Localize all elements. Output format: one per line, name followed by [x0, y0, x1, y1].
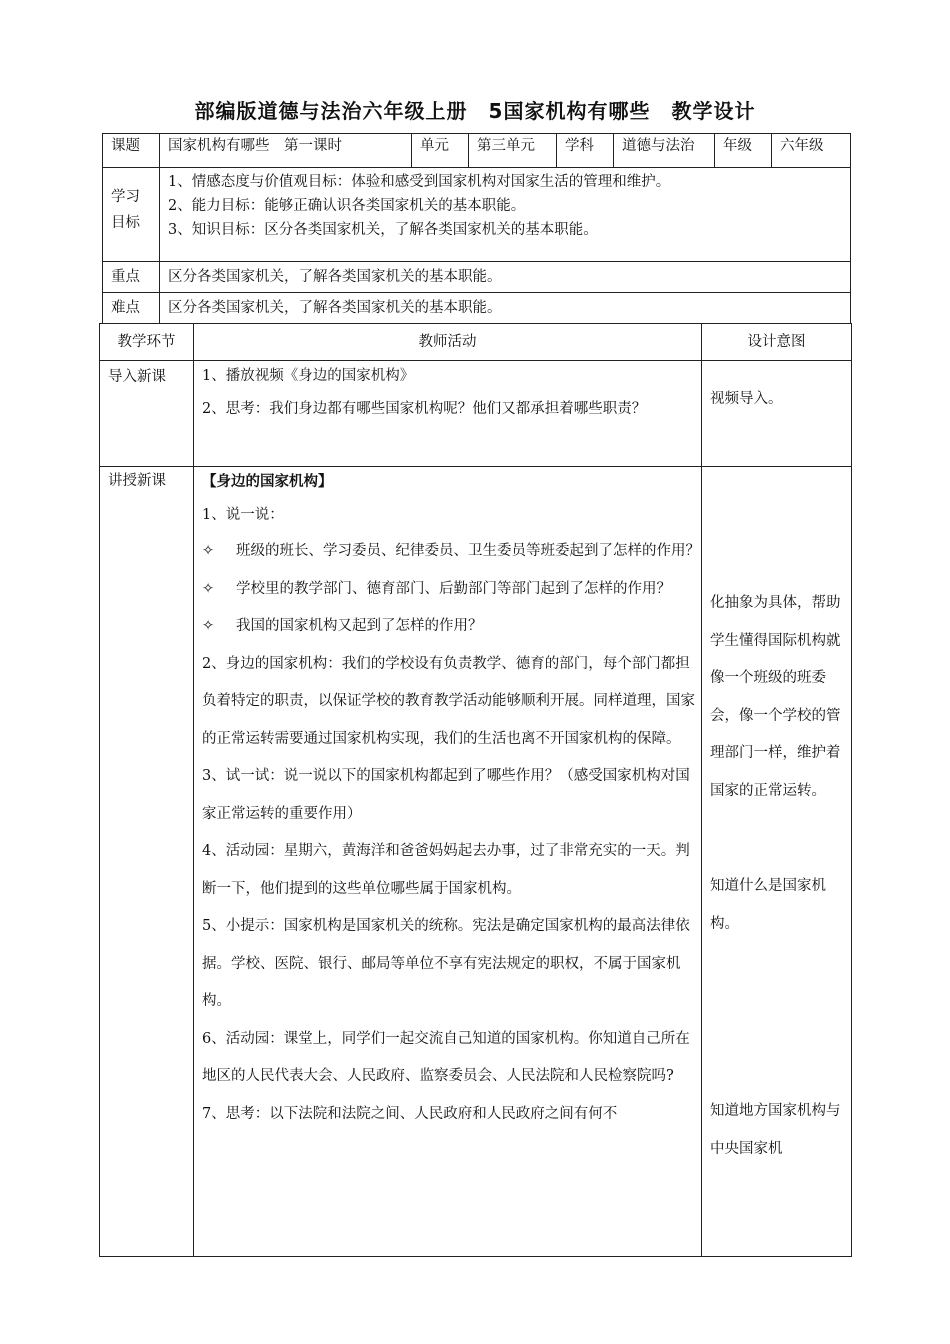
intent-note: 知道地方国家机构与中央国家机	[710, 1103, 841, 1157]
objective-item: 3、知识目标：区分各类国家机关，了解各类国家机关的基本职能。	[168, 222, 598, 238]
grade-value: 六年级	[772, 134, 851, 168]
intro-activity	[194, 361, 702, 467]
key-point-label: 重点	[103, 262, 160, 293]
difficulty-label: 难点	[103, 293, 160, 324]
bullet-mark-icon: ✧	[202, 618, 215, 634]
header-teacher-activity: 教师活动	[194, 324, 702, 361]
intent-note: 化抽象为具体，帮助学生懂得国际机构就像一个班级的班委会，像一个学校的管理部门一样，维护着国家的正常运转。	[710, 595, 841, 799]
teach-activity	[194, 467, 702, 1257]
teach-item: 2、身边的国家机构：我们的学校设有负责教学、德育的部门，每个部门都担负着特定的职责，以保证学校的教育教学活动能够顺利开展。同样道理，国家的正常运转需要通过国家机构实现，我们的生活也离不开国家机构的保障。	[202, 655, 695, 747]
intro-stage: 导入新课	[100, 361, 194, 467]
teach-item: 7、思考：以下法院和法院之间、人民政府和人民政府之间有何不	[202, 1105, 618, 1122]
teach-stage: 讲授新课	[100, 467, 194, 1257]
unit-value: 第三单元	[469, 134, 557, 168]
bullet-text: 学校里的教学部门、德育部门、后勤部门等部门起到了怎样的作用？	[236, 580, 671, 597]
header-design-intent: 设计意图	[702, 324, 852, 361]
bullet-mark-icon: ✧	[202, 580, 215, 597]
teach-item: 5、小提示：国家机构是国家机关的统称。宪法是确定国家机构的最高法律依据。学校、医院、银行、邮局等单位不享有宪法规定的职权，不属于国家机构。	[202, 918, 690, 1009]
bullet-text: 班级的班长、学习委员、纪律委员、卫生委员等班委起到了怎样的作用？	[236, 543, 700, 559]
bullet-item	[202, 533, 701, 571]
teach-item: 1、说一说：	[202, 507, 284, 523]
teach-item: 6、活动园：课堂上，同学们一起交流自己知道的国家机构。你知道自己所在地区的人民代表大会、人民政府、监察委员会、人民法院和人民检察院吗?	[202, 1030, 690, 1084]
bullet-item	[202, 571, 701, 609]
teaching-plan-table	[99, 323, 852, 1257]
subject-label: 学科	[557, 134, 614, 168]
teach-item: 3、试一试：说一说以下的国家机构都起到了哪些作用？（感受国家机构对国家正常运转的重要作用）	[202, 768, 690, 822]
key-point-value: 区分各类国家机关，了解各类国家机关的基本职能。	[160, 262, 851, 293]
topic-value: 国家机构有哪些 第一课时	[160, 134, 412, 168]
intent-note: 知道什么是国家机构。	[710, 878, 826, 932]
teach-item: 4、活动园：星期六，黄海洋和爸爸妈妈起去办事，过了非常充实的一天。判断一下，他们提到的这些单位哪些属于国家机构。	[202, 843, 690, 897]
header-stage: 教学环节	[100, 324, 194, 361]
bullet-item	[202, 608, 701, 646]
grade-label: 年级	[715, 134, 772, 168]
unit-label: 单元	[412, 134, 469, 168]
objective-item: 2、能力目标：能够正确认识各类国家机关的基本职能。	[168, 198, 526, 214]
subject-value: 道德与法治	[614, 134, 715, 168]
topic-label: 课题	[103, 134, 160, 168]
intro-intent: 视频导入。	[702, 361, 852, 467]
bullet-mark-icon: ✧	[202, 543, 215, 559]
lesson-info-table	[102, 133, 851, 324]
teach-intent	[702, 467, 852, 1257]
section-title: 【身边的国家机构】	[202, 473, 333, 490]
bullet-text: 我国的国家机构又起到了怎样的作用？	[236, 618, 483, 634]
difficulty-value: 区分各类国家机关，了解各类国家机关的基本职能。	[160, 293, 851, 324]
objectives-label: 学习 目标	[103, 168, 160, 262]
objective-item: 1、情感态度与价值观目标：体验和感受到国家机构对国家生活的管理和维护。	[168, 174, 671, 190]
objectives-content	[160, 168, 851, 262]
document-title: 部编版道德与法治六年级上册 5国家机构有哪些 教学设计	[194, 99, 756, 123]
intro-line: 1、播放视频《身边的国家机构》	[202, 368, 415, 384]
intro-line: 2、思考：我们身边都有哪些国家机构呢？他们又都承担着哪些职责？	[202, 401, 647, 417]
